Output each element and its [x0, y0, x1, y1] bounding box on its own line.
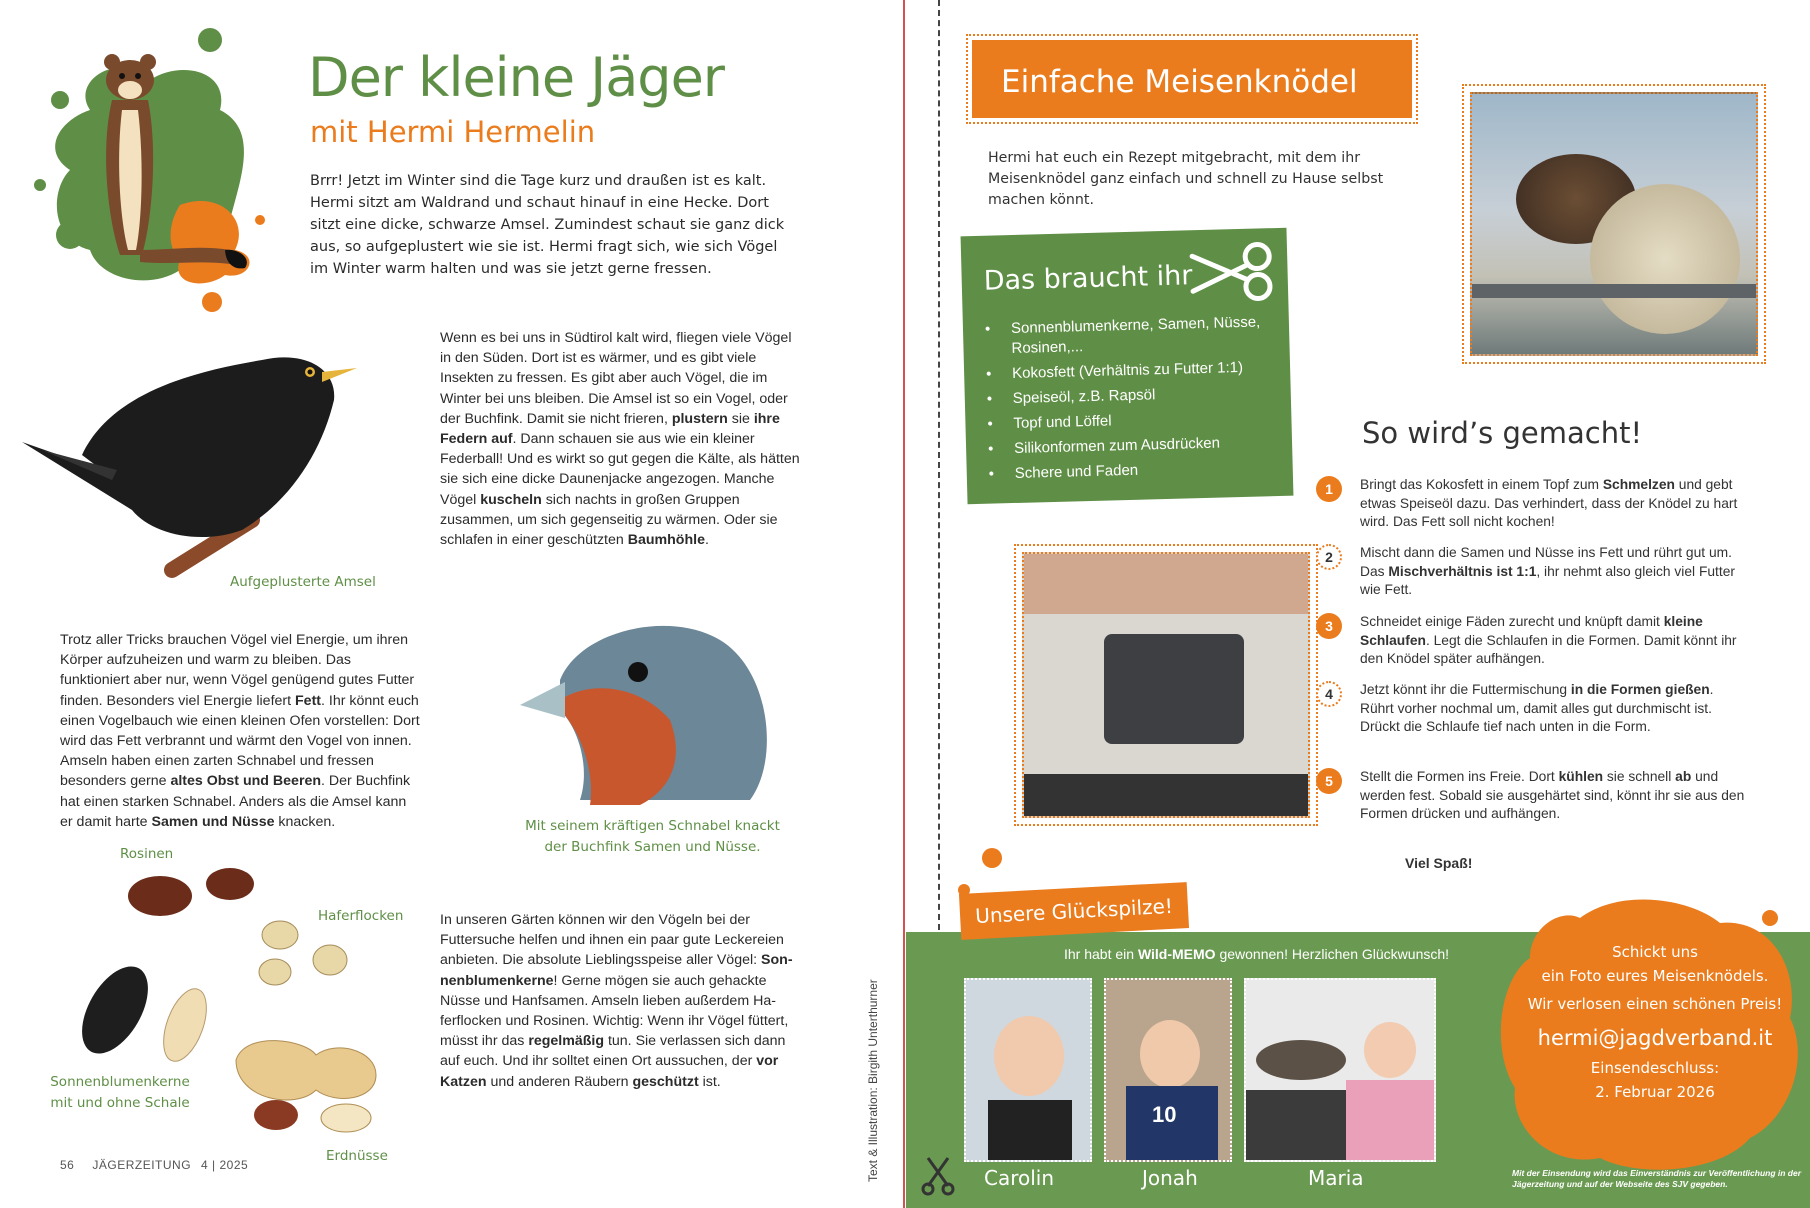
paragraph-energy: Trotz aller Tricks brauchen Vögel viel Energie, um ihren Körper aufzuheizen und warm zu bleiben. Das funktioniert aber nur, wenn Vögel genügend gutes Futter finden. Besonders viel Energie liefert Fett. Ihr könnt euch einen Vogelbauch wie einen kleinen Ofen vorstellen: Dort wird das Fett verbrannt und wärmt den Vogel von innen. Amseln haben einen zarten Schnabel und fressen besonders gerne altes Obst und Beeren. Der Buchfink hat einen starken Schnabel. Anders als die Amsel kann er damit harte Samen und Nüsse knacken.: [60, 632, 420, 830]
list-item: • Topf und Löffel: [985, 407, 1275, 435]
recipe-intro: Hermi hat euch ein Rezept mitgebracht, mit dem ihr Meisenknödel ganz einfach und schnell zu Hause selbst machen könnt.: [988, 150, 1384, 208]
winner-name-carolin: Carolin: [984, 1166, 1055, 1190]
have-fun-text: Viel Spaß!: [1405, 855, 1473, 871]
winner-name-maria: Maria: [1308, 1166, 1364, 1190]
howto-title: So wird’s gemacht!: [1362, 416, 1643, 450]
kids-making-photo: [1022, 552, 1310, 818]
step-number: 4: [1316, 681, 1342, 707]
disclaimer: Mit der Einsendung wird das Einverständnis zur Veröffentlichung in der Jägerzeitung und auf der Webseite des SJV gegeben.: [1512, 1168, 1802, 1189]
scissors-icon-bottom: [920, 1156, 956, 1196]
page-spine: [903, 0, 905, 1208]
winner-photo-maria: [1244, 978, 1436, 1162]
cta-text: Schickt uns ein Foto eures Meisenknödels. Wir verlosen einen schönen Preis! hermi@jagdverband.it Einsendeschluss: 2. Februar 2026: [1510, 940, 1800, 1104]
caption-chaffinch: Mit seinem kräftigen Schnabel knackt der Buchfink Samen und Nüsse.: [525, 818, 780, 855]
label-peanuts: Erdnüsse: [326, 1148, 388, 1164]
sunflower-seeds-illustration: [70, 960, 230, 1070]
list-item: • Sonnenblumenkerne, Samen, Nüsse, Rosinen,...: [983, 312, 1274, 360]
magazine-name: JÄGERZEITUNG: [92, 1158, 192, 1172]
page-footer: [60, 1158, 248, 1172]
step-number: 2: [1316, 544, 1342, 570]
winners-title: Unsere Glückspilze!: [974, 893, 1174, 929]
bird-feeder-photo: [1470, 92, 1758, 356]
ingredients-list: [983, 312, 1277, 490]
cut-line: [938, 0, 940, 930]
paragraph-feeding: In unseren Gärten können wir den Vögeln bei der Futtersuche helfen und ihnen ein paar gute Leckereien anbieten. Die absolute Lieblingsspeise aller Vögel: Sonnenblumenkerne! Gerne mögen sie auch gehackte Nüsse und Hanfsamen. Amseln lieben außerdem Haferflocken und Rosinen. Wichtig: Wenn ihr Vögel füttert, müsst ihr das regelmäßig tun. Sie verlassen sich dann auf euch. Und ihr solltet einen Ort aussuchen, der vor Katzen und anderen Räubern geschützt ist.: [440, 912, 793, 1090]
label-oat-flakes: Haferflocken: [318, 908, 404, 924]
step-1: 1 Bringt das Kokosfett in einem Topf zum Schmelzen und gebt etwas Speiseöl dazu. Das verhindert, dass der Knödel zu hart wird. Das Fett soll nicht kochen!: [1360, 476, 1750, 532]
ingredients-box: [961, 228, 1294, 504]
winner-photo-jonah: [1104, 978, 1232, 1162]
intro-paragraph: Brrr! Jetzt im Winter sind die Tage kurz und draußen ist es kalt. Hermi sitzt am Waldrand und schaut hinauf in eine Hecke. Dort sitzt eine dicke, schwarze Amsel. Zumindest schaut sie ganz dick aus, so aufgeplustert wie sie ist. Hermi fragt sich, wie sich Vögel im Winter warm halten und was sie jetzt gerne fressen.: [310, 173, 785, 277]
caption-blackbird: Aufgeplusterte Amsel: [230, 574, 376, 590]
step-4: 4 Jetzt könnt ihr die Futtermischung in die Formen gießen. Rührt vorher nochmal um, damit alles gut durchmischt ist. Drückt die Schlaufe tief nach unten in die Form.: [1360, 681, 1750, 737]
scissors-icon: [1187, 234, 1279, 306]
label-sunflower-seeds: Sonnenblumenkerne mit und ohne Schale: [50, 1074, 190, 1111]
cta-email[interactable]: hermi@jagdverband.it: [1537, 1026, 1773, 1050]
step-3: 3 Schneidet einige Fäden zurecht und knüpft damit kleine Schlaufen. Legt die Schlaufen in die Formen. Damit könnt ihr den Knödel später aufhängen.: [1360, 613, 1750, 669]
step-number: 1: [1316, 476, 1342, 502]
recipe-title-banner: [972, 40, 1412, 118]
list-item: • Speiseöl, z.B. Rapsöl: [985, 382, 1275, 410]
list-item: • Kokosfett (Verhältnis zu Futter 1:1): [984, 357, 1274, 385]
page-title: Der kleine Jäger: [308, 46, 724, 109]
credit-text: Text & Illustration: Birgith Unterthurner: [866, 979, 880, 1182]
peanuts-illustration: [226, 1030, 396, 1140]
ermine-illustration: [30, 20, 290, 320]
list-item: • Schere und Faden: [987, 457, 1277, 485]
issue-number: 4 | 2025: [201, 1158, 249, 1172]
step-5: 5 Stellt die Formen ins Freie. Dort kühlen sie schnell ab und werden fest. Sobald sie ausgehärtet sind, könnt ihr sie aus den Formen drücken und aufhängen.: [1360, 768, 1750, 824]
step-number: 3: [1316, 613, 1342, 639]
list-item: • Silikonformen zum Ausdrücken: [986, 432, 1276, 460]
step-number: 5: [1316, 768, 1342, 794]
page-subtitle: mit Hermi Hermelin: [310, 115, 596, 149]
page-number: 56: [60, 1158, 75, 1172]
recipe-title: Einfache Meisenknödel: [1001, 64, 1358, 100]
blackbird-illustration: [22, 330, 362, 600]
winner-photo-carolin: [964, 978, 1092, 1162]
step-2: 2 Mischt dann die Samen und Nüsse ins Fett und rührt gut um. Das Mischverhältnis ist 1:1, ihr nehmt also gleich viel Futter wie Fett.: [1360, 544, 1750, 600]
chaffinch-illustration: [520, 610, 790, 810]
ingredients-title: Das braucht ihr: [983, 260, 1193, 297]
paragraph-winter-birds: Wenn es bei uns in Südtirol kalt wird, fliegen viele Vögel in den Süden. Dort ist es wärmer, und es gibt viele Insekten zu fressen. Es gibt aber auch Vögel, die im Winter bei uns bleiben. Die Amsel ist so ein Vogel, oder der Buchfink. Damit sie nicht frieren, plustern sie ihre Federn auf. Dann schauen sie aus wie ein kleiner Federball! Und es wirkt so gut gegen die Kälte, als hätten sie sich eine dicke Daunenjacke angezogen. Manche Vögel kuscheln sich nachts in großen Gruppen zusammen, um sich gegenseitig zu wärmen. Oder sie schlafen in einer geschützten Baumhöhle.: [440, 330, 800, 549]
jersey-number: 10: [1152, 1102, 1177, 1127]
label-raisins: Rosinen: [120, 846, 174, 862]
raisins-illustration: [120, 866, 260, 926]
winner-name-jonah: Jonah: [1142, 1166, 1198, 1190]
oat-flakes-illustration: [250, 910, 360, 990]
winners-text: Ihr habt ein Wild-MEMO gewonnen! Herzlichen Glückwunsch!: [1064, 946, 1450, 962]
